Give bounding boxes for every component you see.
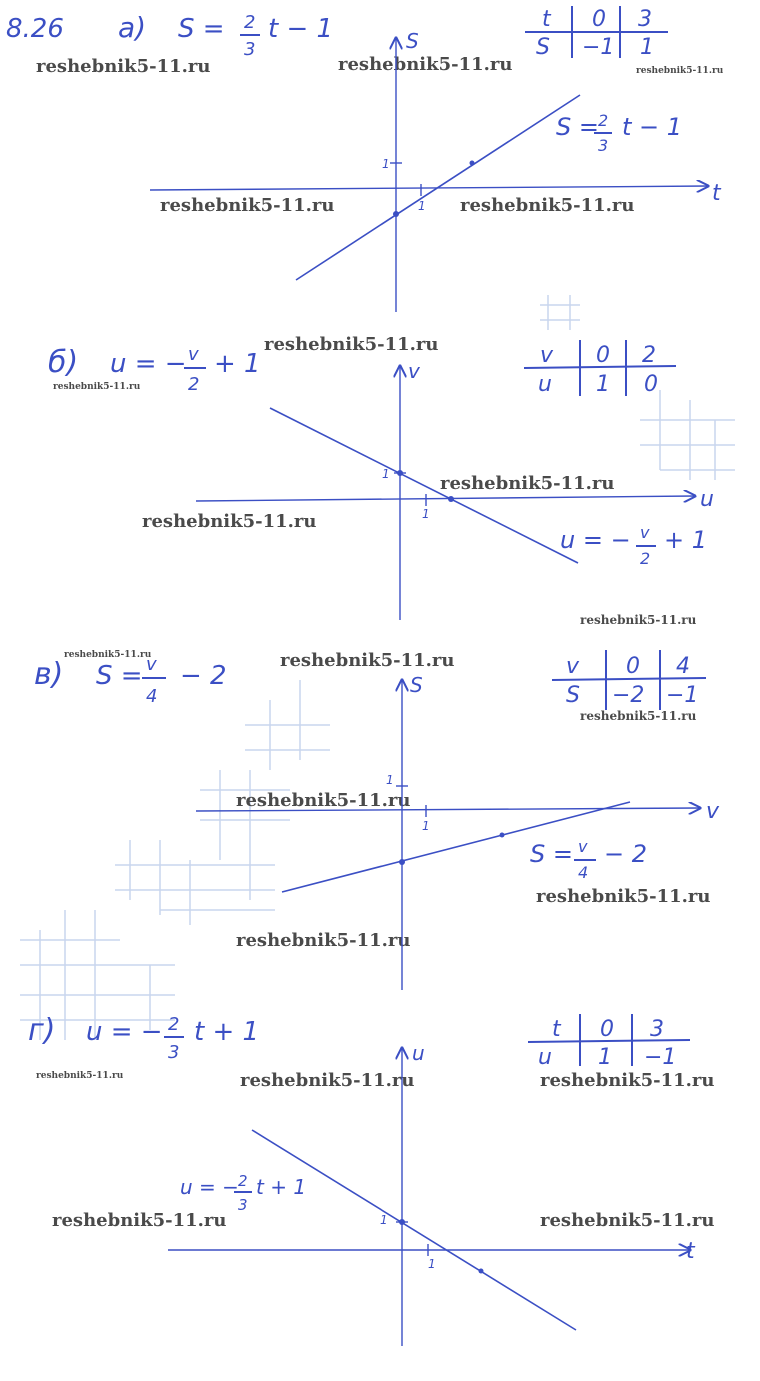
table-header-x: t <box>542 7 551 32</box>
point <box>393 211 399 217</box>
equation-denominator: 4 <box>146 686 158 707</box>
graph-label-lhs: u = − <box>180 1175 239 1199</box>
x-unit-label: 1 <box>418 199 426 213</box>
graph-label-lhs: S = <box>530 840 573 868</box>
graph-label-rest: t − 1 <box>622 113 683 141</box>
x-axis-label: t <box>712 181 721 206</box>
point <box>479 1269 484 1274</box>
table-cell: 0 <box>626 654 640 679</box>
table-header-x: v <box>540 343 554 368</box>
watermark: reshebnik5-11.ru <box>142 511 317 532</box>
y-unit-label: 1 <box>382 467 390 481</box>
equation-denominator: 3 <box>168 1042 180 1063</box>
table-cell: 1 <box>598 1045 612 1070</box>
value-table <box>524 340 676 397</box>
part-label: г) <box>28 1013 56 1048</box>
x-unit-label: 1 <box>422 507 430 521</box>
graph-label-numerator: 2 <box>238 1172 248 1190</box>
y-unit-label: 1 <box>386 773 394 787</box>
table-cell: 4 <box>676 654 690 679</box>
graph-label-denominator: 4 <box>578 863 589 882</box>
point <box>500 833 505 838</box>
table-cell: 0 <box>596 343 610 368</box>
equation-rest: − 2 <box>180 661 227 691</box>
point <box>399 859 405 865</box>
table-cell: 0 <box>592 7 606 32</box>
table-cell: −1 <box>666 683 699 708</box>
part-a <box>6 6 722 312</box>
equation-lhs: S = <box>178 14 225 44</box>
equation-denominator: 3 <box>244 39 256 60</box>
point <box>448 496 454 502</box>
watermark: reshebnik5-11.ru <box>636 66 724 76</box>
y-axis-label: S <box>406 29 419 53</box>
part-d <box>28 1013 696 1346</box>
watermark: reshebnik5-11.ru <box>53 382 141 392</box>
watermark: reshebnik5-11.ru <box>240 1070 415 1091</box>
x-axis <box>150 186 708 190</box>
watermark: reshebnik5-11.ru <box>580 709 697 723</box>
table-header-y: S <box>536 35 550 60</box>
graph-label-numerator: v <box>578 837 588 856</box>
watermark: reshebnik5-11.ru <box>52 1210 227 1231</box>
watermark: reshebnik5-11.ru <box>540 1210 715 1231</box>
table-cell: −1 <box>582 35 615 60</box>
table-cell: 1 <box>640 35 654 60</box>
watermarks <box>36 54 724 1231</box>
watermark: reshebnik5-11.ru <box>264 334 439 355</box>
y-axis-label: v <box>408 359 420 383</box>
graph-label-rest: t + 1 <box>256 1175 307 1199</box>
watermark: reshebnik5-11.ru <box>338 54 513 75</box>
value-table <box>525 6 668 60</box>
x-unit-label: 1 <box>422 819 430 833</box>
table-header-y: u <box>538 1045 552 1070</box>
x-unit-label: 1 <box>428 1257 436 1271</box>
x-axis-label: u <box>700 487 714 512</box>
x-axis-label: v <box>706 799 720 824</box>
watermark: reshebnik5-11.ru <box>440 473 615 494</box>
table-header-y: u <box>538 372 552 397</box>
value-table <box>528 1014 690 1070</box>
graph-label-denominator: 3 <box>238 1196 248 1214</box>
table-cell: −2 <box>612 683 645 708</box>
watermark: reshebnik5-11.ru <box>580 613 697 627</box>
watermark: reshebnik5-11.ru <box>36 56 211 77</box>
y-axis-label: S <box>410 673 423 697</box>
equation-numerator: 2 <box>168 1014 180 1035</box>
table-header-x: t <box>552 1017 561 1042</box>
watermark: reshebnik5-11.ru <box>64 650 152 660</box>
part-label: а) <box>118 11 147 44</box>
graph-label-lhs: u = − <box>560 526 631 554</box>
watermark: reshebnik5-11.ru <box>536 886 711 907</box>
graph-label-rest: − 2 <box>604 840 648 868</box>
graph-label-denominator: 2 <box>640 549 651 568</box>
point <box>399 1219 405 1225</box>
watermark: reshebnik5-11.ru <box>236 930 411 951</box>
value-table <box>552 650 706 710</box>
equation-lhs: u = − <box>86 1017 163 1047</box>
x-axis-label: t <box>686 1239 695 1264</box>
table-cell: 1 <box>596 372 610 397</box>
equation-numerator: v <box>188 344 199 365</box>
equation-rest: t + 1 <box>194 1017 260 1047</box>
watermark: reshebnik5-11.ru <box>236 790 411 811</box>
table-cell: 2 <box>642 343 656 368</box>
equation-lhs: S = <box>96 661 143 691</box>
point <box>470 161 475 166</box>
equation-lhs: u = − <box>110 349 187 379</box>
graph-label-numerator: 2 <box>598 111 609 130</box>
y-unit-label: 1 <box>380 1213 388 1227</box>
watermark: reshebnik5-11.ru <box>460 195 635 216</box>
equation-numerator: v <box>146 654 157 675</box>
equation-numerator: 2 <box>244 12 256 33</box>
watermark: reshebnik5-11.ru <box>160 195 335 216</box>
table-cell: 0 <box>600 1017 614 1042</box>
equation-denominator: 2 <box>188 374 200 395</box>
table-cell: 0 <box>644 372 658 397</box>
graph-label-rest: + 1 <box>664 526 708 554</box>
problem-number: 8.26 <box>6 14 64 44</box>
graph-label-denominator: 3 <box>598 136 609 155</box>
table-header-y: S <box>566 683 580 708</box>
equation-rest: + 1 <box>214 349 261 379</box>
graph-label-numerator: v <box>640 523 650 542</box>
point <box>397 470 403 476</box>
equation-rest: t − 1 <box>268 14 334 44</box>
table-cell: 3 <box>638 7 652 32</box>
y-axis-label: u <box>412 1041 425 1065</box>
watermark: reshebnik5-11.ru <box>36 1071 124 1081</box>
function-line <box>252 1130 576 1330</box>
graph-label-lhs: S = <box>556 113 599 141</box>
watermark: reshebnik5-11.ru <box>540 1070 715 1091</box>
table-header-x: v <box>566 654 580 679</box>
table-cell: 3 <box>650 1017 664 1042</box>
y-unit-label: 1 <box>382 157 390 171</box>
part-label: в) <box>34 657 64 692</box>
table-cell: −1 <box>644 1045 677 1070</box>
watermark: reshebnik5-11.ru <box>280 650 455 671</box>
part-label: б) <box>48 345 79 380</box>
